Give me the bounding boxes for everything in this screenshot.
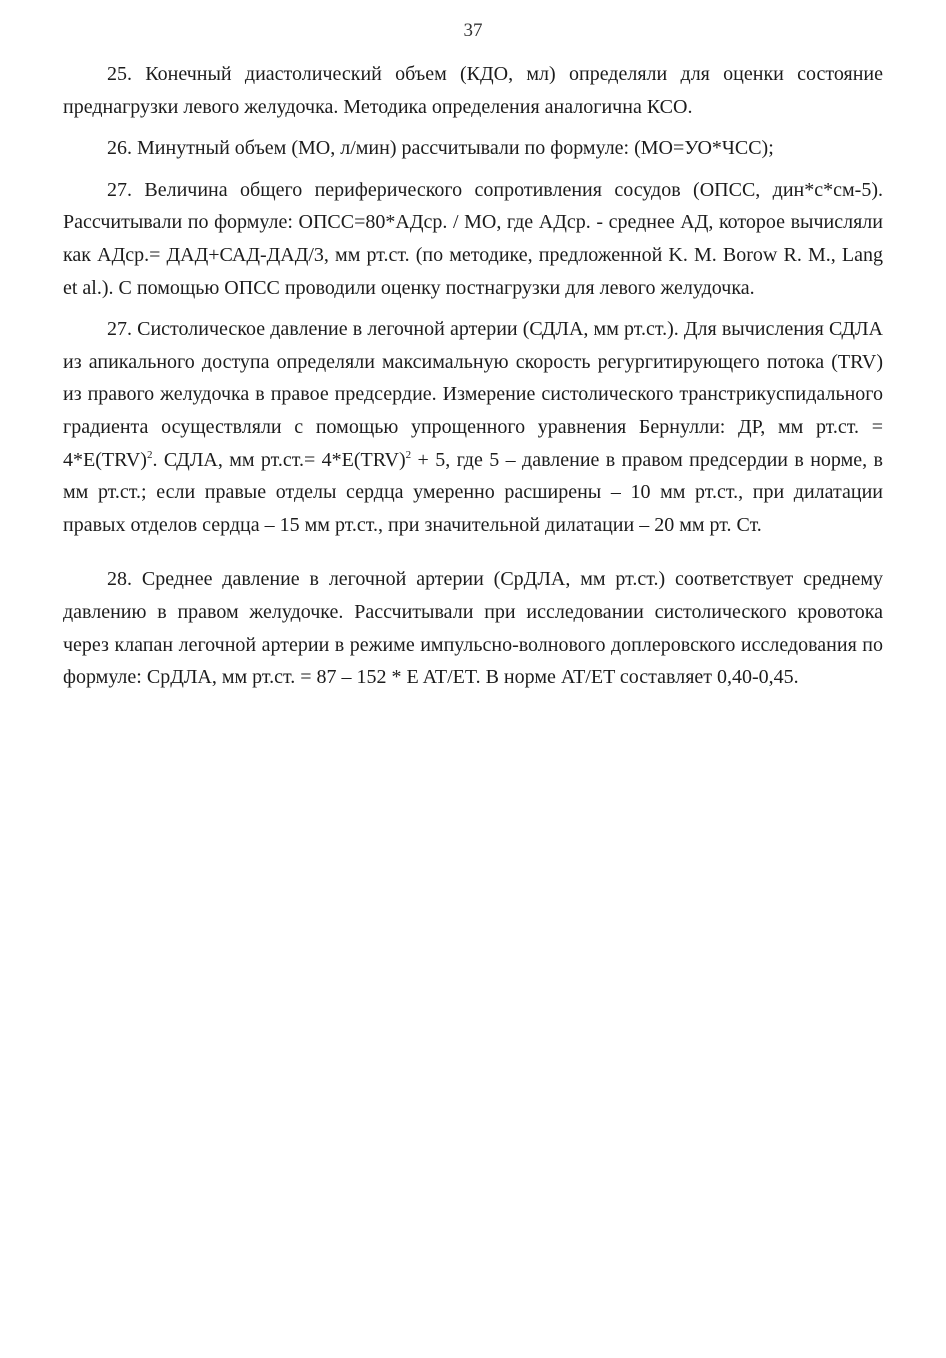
paragraph-27-pulmonary-systolic-pressure [63, 313, 883, 541]
paragraph-26-minute-volume: 26. Минутный объем (МО, л/мин) рассчитывали по формуле: (МО=УО*ЧСС); [107, 137, 774, 160]
paragraph-text: 27. Систолическое давление в легочной артерии (СДЛА, мм рт.ст.). Для вычисления СДЛА из апикального доступа определяли максимальную скорость регургитирующего потока (TRV) из правого желудочка в правое предсердие. Измерение систолического транстрикуспидального градиента осуществляли с помощью упрощенного уравнения Бернулли: ДР, мм рт.ст. = 4*E(TRV) [63, 318, 883, 471]
paragraph-25-end-diastolic-volume: 25. Конечный диастолический объем (КДО, мл) определяли для оценки состояние преднагрузки левого желудочка. Методика определения аналогична КСО. [63, 63, 883, 118]
page-number: 37 [463, 20, 483, 41]
superscript: 2 [146, 448, 153, 461]
document-body [63, 58, 883, 703]
paragraph-text: + 5, где 5 – давление в правом предсердии в норме, в мм рт.ст.; если правые отделы сердца умеренно расширены – 10 мм рт.ст., при дилатации правых отделов сердца – 15 мм рт.ст., при значительной дилатации – 20 мм рт. Ст. [63, 448, 883, 536]
superscript: 2 [405, 448, 412, 461]
paragraph-27-peripheral-resistance: 27. Величина общего периферического сопротивления сосудов (ОПСС, дин*с*см-5). Рассчитывали по формуле: ОПСС=80*АДср. / МО, где АДср. - среднее АД, которое вычисляли как АДср.= ДАД+САД-ДАД/3, мм рт.ст. (по методике, предложенной K. M. Borow R. M., Lang et al.). С помощью ОПСС проводили оценку постнагрузки для левого желудочка. [63, 178, 883, 299]
paragraph-text: . СДЛА, мм рт.ст.= 4*E(TRV) [152, 448, 406, 471]
paragraph-28-mean-pulmonary-pressure: 28. Среднее давление в легочной артерии (СрДЛА, мм рт.ст.) соответствует среднему давлению в правом желудочке. Рассчитывали при исследовании систолического кровотока через клапан легочной артерии в режиме импульсно-волнового доплеровского исследования по формуле: СрДЛА, мм рт.ст. = 87 – 152 * E AT/ET. В норме AT/ET составляет 0,40-0,45. [63, 568, 883, 689]
